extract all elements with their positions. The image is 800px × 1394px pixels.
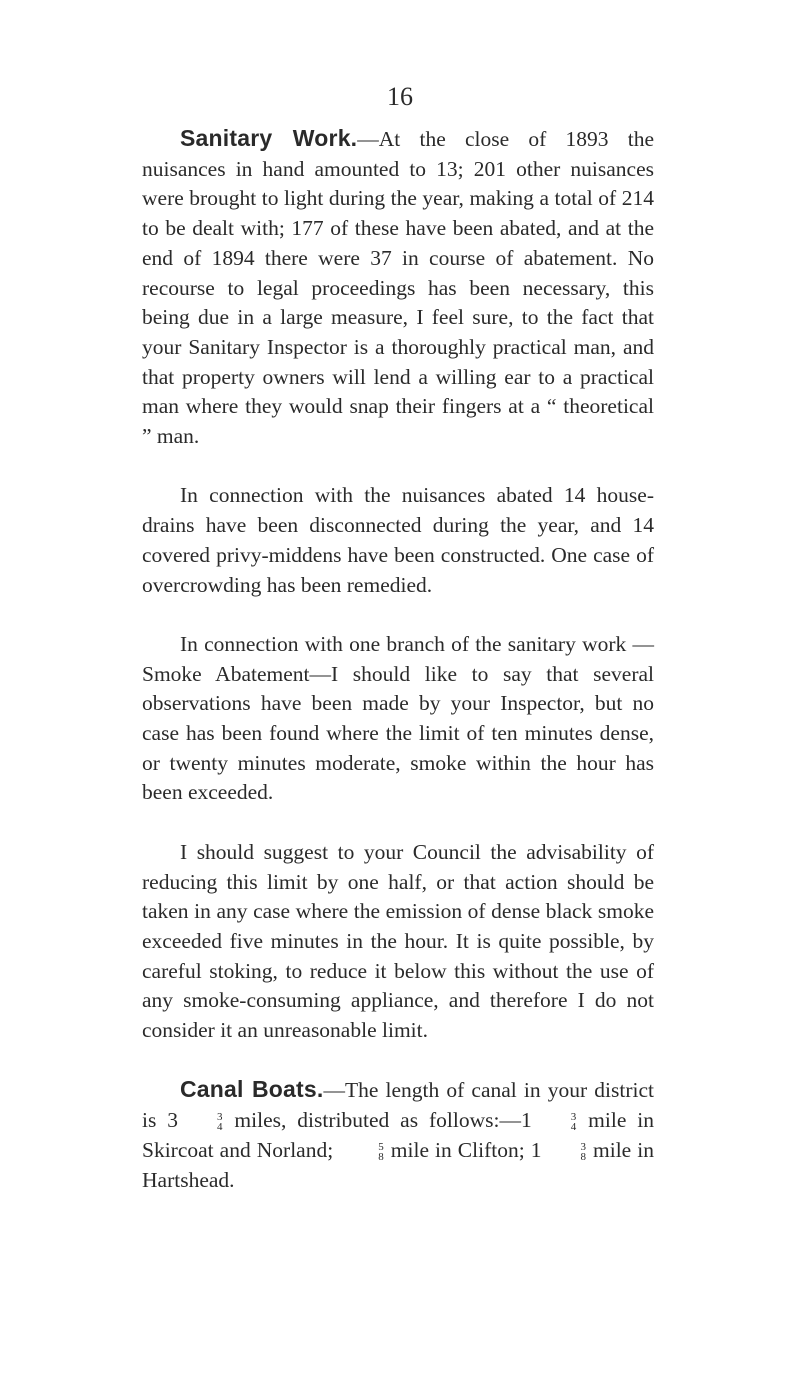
fraction <box>533 1112 577 1132</box>
section-heading-sanitary-work: Sanitary Work. <box>180 125 358 151</box>
paragraph-smoke-limit <box>142 838 654 1046</box>
paragraph-text: —At the close of 1893 the nuisances in hand amounted to 13; 201 other nuisances were brought to light during the year, making a total of 214 to be dealt with; 177 of these have been abated, and at the end of 1894 there were 37 in course of abatement. No recourse to legal proceedings has been necessary, this being due in a large measure, I feel sure, to the fact that your Sanitary Inspector is a thoroughly practical man, and that property owners will lend a willing ear to a practical man where they would snap their fingers at a “ theoretical ” man. <box>142 127 654 449</box>
fraction <box>542 1142 586 1162</box>
paragraph-text: In connection with one branch of the sanitary work —Smoke Abatement—I should like to say that several observations have been made by your Inspector, but no case has been found where the limit of ten minutes dense, or twenty minutes moderate, smoke within the hour has been exceeded. <box>142 631 654 805</box>
paragraph-text: —The length of canal in your district is 3 <box>142 1078 654 1133</box>
paragraph-text: In connection with the nuisances abated 14 house-drains have been disconnected during the year, and 14 covered privy-middens have been constructed. One case of overcrowding has been remedied. <box>142 483 654 597</box>
paragraph-text: mile in Hartshead. <box>142 1137 654 1192</box>
fraction-numerator: 5 <box>378 1140 384 1153</box>
paragraph-text: mile in Clifton; 1 <box>384 1137 542 1162</box>
fraction-denominator: 4 <box>217 1121 223 1134</box>
fraction <box>340 1142 384 1162</box>
fraction-denominator: 8 <box>580 1150 586 1163</box>
fraction-numerator: 3 <box>580 1140 586 1153</box>
paragraph-house-drains <box>142 481 654 600</box>
fraction <box>179 1112 223 1132</box>
paragraph-canal-boats <box>142 1075 654 1195</box>
section-heading-canal-boats: Canal Boats. <box>180 1076 324 1103</box>
body-text <box>142 124 654 1225</box>
fraction-denominator: 8 <box>378 1150 384 1163</box>
paragraph-sanitary-work <box>142 124 654 452</box>
paragraph-text: mile in Skircoat and Norland; <box>142 1108 655 1162</box>
paragraph-text: I should suggest to your Council the advisability of reducing this limit by one half, or that action should be taken in any case where the emission of dense black smoke exceeded five minutes in the hour. It is quite possible, by careful stoking, to reduce it below this without the use of any smoke-consuming appliance, and therefore I do not consider it an unreasonable limit. <box>142 839 654 1043</box>
fraction-numerator: 3 <box>217 1111 223 1124</box>
fraction-numerator: 3 <box>570 1111 577 1124</box>
paragraph-smoke-abatement <box>142 630 654 808</box>
page-number: 16 <box>387 82 413 111</box>
paragraph-text: miles, distributed as follows:—1 <box>223 1108 532 1133</box>
fraction-denominator: 4 <box>570 1121 577 1134</box>
